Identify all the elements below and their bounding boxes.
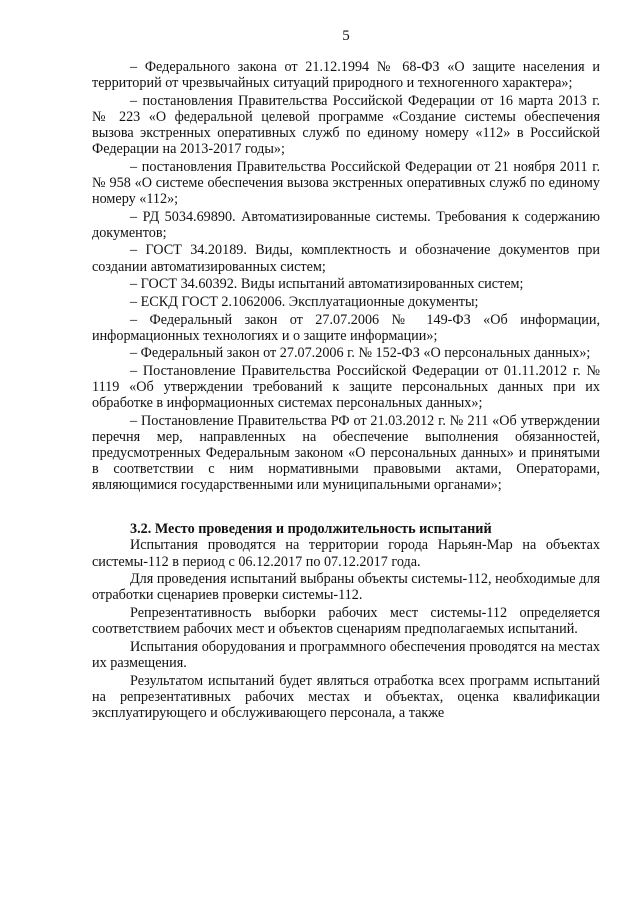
list-item: – Федеральный закон от 27.07.2006 № 149-ФЗ «Об информации, информационных технологиях и о защите информации»;: [92, 311, 600, 344]
section-paragraph: Испытания оборудования и программного обеспечения проводятся на местах их размещения.: [92, 638, 600, 671]
list-item: – Постановление Правительства Российской Федерации от 01.11.2012 г. № 1119 «Об утверждении требований к защите персональных данных при их обработке в информационных системах персональных данных»;: [92, 363, 600, 412]
list-item: – ГОСТ 34.20189. Виды, комплектность и обозначение документов при создании автоматизированных систем;: [92, 242, 600, 275]
list-item: – ЕСКД ГОСТ 2.1062006. Эксплуатационные документы;: [130, 293, 479, 310]
section-paragraph: Репрезентативность выборки рабочих мест системы-112 определяется соответствием рабочих мест и объектов сценариям предполагаемых испытаний.: [92, 605, 600, 638]
list-item: – ГОСТ 34.60392. Виды испытаний автоматизированных систем;: [130, 276, 524, 293]
regulations-list: [92, 59, 600, 493]
list-item: – РД 5034.69890. Автоматизированные системы. Требования к содержанию документов;: [92, 208, 600, 241]
section-heading: 3.2. Место проведения и продолжительность испытаний: [130, 521, 492, 538]
section-paragraph: Испытания проводятся на территории города Нарьян-Мар на объектах системы-112 в период с 06.12.2017 по 07.12.2017 года.: [92, 537, 600, 570]
section-body: [92, 537, 600, 720]
section-paragraph: Результатом испытаний будет являться отработка всех программ испытаний на репрезентативных рабочих местах и объектах, оценка квалификации эксплуатирующего и обслуживающего персонала, а также: [92, 672, 600, 721]
list-item: – постановления Правительства Российской Федерации от 21 ноября 2011 г. № 958 «О системе обеспечения вызова экстренных оперативных служб по единому номеру «112»;: [92, 158, 600, 207]
list-item: – постановления Правительства Российской Федерации от 16 марта 2013 г. № 223 «О федеральной целевой программе «Создание системы обеспечения вызова экстренных оперативных служб по единому номеру «112» в Российской Федерации на 2013-2017 годы»;: [92, 92, 600, 158]
list-item: – Постановление Правительства РФ от 21.03.2012 г. № 211 «Об утверждении перечня мер, направленных на обеспечение выполнения обязанностей, предусмотренных Федеральным законом «О персональных данных» и принятыми в соответствии с ним нормативными правовыми актами, Операторами, являющимися государственными или муниципальными органами»;: [92, 412, 600, 494]
section-paragraph: Для проведения испытаний выбраны объекты системы-112, необходимые для отработки сценариев проверки системы-112.: [92, 571, 600, 604]
page-number: 5: [342, 28, 350, 44]
list-item: – Федеральный закон от 27.07.2006 г. № 152-ФЗ «О персональных данных»;: [130, 345, 591, 362]
list-item: – Федерального закона от 21.12.1994 № 68-ФЗ «О защите населения и территорий от чрезвычайных ситуаций природного и техногенного характера»;: [92, 59, 600, 92]
